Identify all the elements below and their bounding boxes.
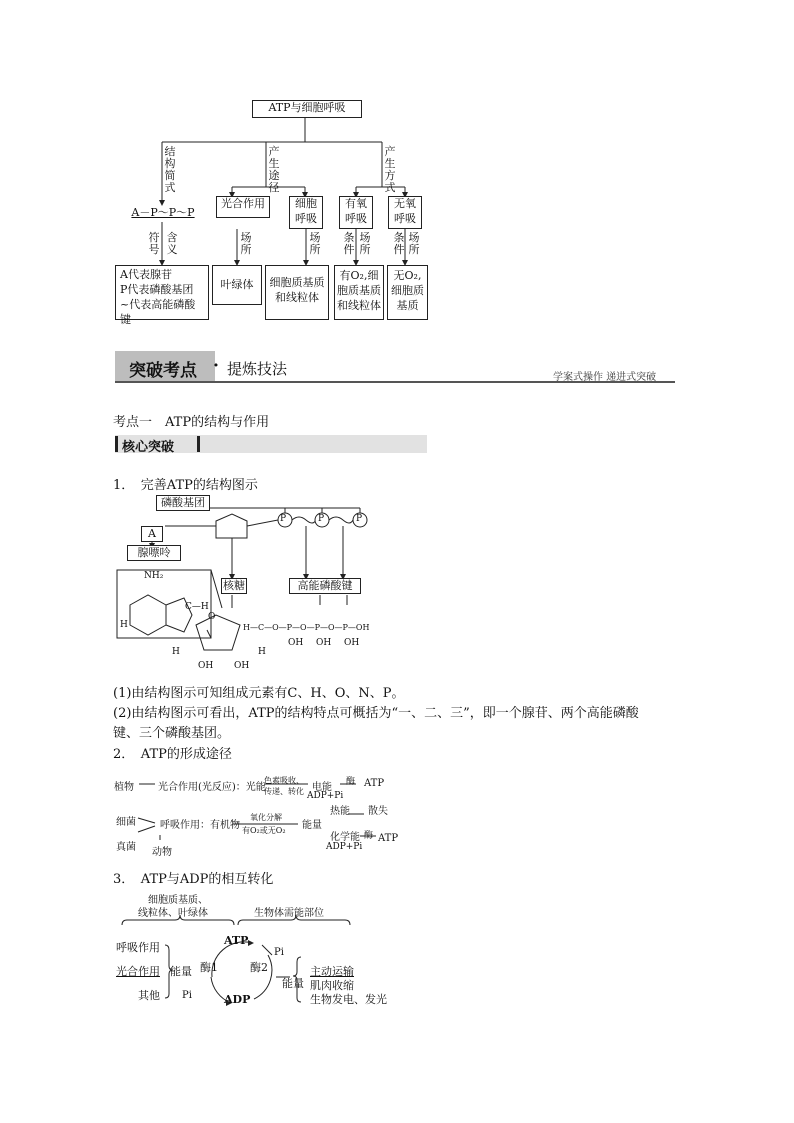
label-condition-anaerobic: 条件 [393, 231, 405, 256]
q3-source-3: 其他 [138, 989, 160, 1002]
mol-h-1: H [172, 647, 180, 657]
q3-use-3: 生物发电、发光 [310, 993, 387, 1006]
q2-adp-1: ADP+Pi [307, 791, 344, 801]
label-place-anaerobic: 场所 [408, 231, 420, 256]
atp-meaning-box [115, 265, 209, 326]
core-bar-right-mark [197, 436, 200, 452]
q3-energy-in: 能量 [170, 965, 192, 978]
concept-root: ATP与细胞呼吸 [252, 100, 362, 118]
q2-heading: 2． ATP的形成途径 [113, 747, 232, 762]
mol-oh-2: OH [234, 661, 250, 671]
q2-adp-2: ADP+Pi [326, 842, 363, 852]
mol-ch: C—H [185, 602, 209, 612]
q2-photo: 光合作用(光反应)：光能 [158, 782, 266, 793]
branch-label-mode: 产生方式 [384, 145, 396, 194]
q2-animal: 动物 [152, 847, 172, 858]
q2-lost: 散失 [368, 806, 388, 817]
mol-oh-4: OH [316, 638, 332, 648]
q2-enzyme-2: 酶 [364, 831, 374, 841]
q3-use-1: 主动运输 [310, 965, 354, 978]
mol-oh-3: OH [288, 638, 304, 648]
label-phosphate-group: 磷酸基团 [156, 495, 210, 511]
q2-chem: 化学能 [330, 832, 360, 843]
q2-enzyme-1: 酶 [346, 777, 356, 787]
q2-oxid-1: 氧化分解 [250, 813, 282, 822]
label-symbol: 符号 [148, 231, 160, 256]
q3-top-left-2: 线粒体、叶绿体 [138, 908, 208, 919]
label-meaning: 含义 [166, 231, 178, 256]
q3-enzyme-1: 酶1 [200, 961, 218, 974]
branch-label-structure: 结构简式 [164, 145, 176, 194]
label-condition-aerobic: 条件 [343, 231, 355, 256]
mol-h-left: H [120, 620, 128, 630]
mode-anaerobic: 无氧呼吸 [388, 196, 422, 229]
mol-nh2: NH₂ [144, 571, 164, 581]
q2-fungi: 真菌 [116, 842, 136, 853]
atp-structure-diagram [0, 490, 794, 680]
label-place-photo: 场所 [240, 231, 252, 256]
q2-energy: 能量 [302, 820, 322, 831]
label-ribose: 核糖 [223, 579, 245, 592]
q3-top-left-1: 细胞质基质、 [148, 895, 208, 906]
q2-pigment-2: 传递、转化 [264, 787, 304, 796]
mode-aerobic: 有氧呼吸 [339, 196, 373, 229]
q3-top-right: 生物体需能部位 [254, 908, 324, 919]
label-place-aerobic: 场所 [359, 231, 371, 256]
section-banner [115, 351, 675, 383]
q3-source-1: 呼吸作用 [116, 941, 160, 954]
label-a: A [141, 526, 163, 542]
kaodian-heading: 考点一 ATP的结构与作用 [113, 415, 270, 430]
result-aerobic: 有O₂,细胞质基质和线粒体 [334, 265, 384, 320]
q3-pi-out: Pi [274, 947, 284, 958]
q3-energy-out: 能量 [282, 977, 304, 990]
q1-heading: 1． 完善ATP的结构图示 [113, 478, 258, 493]
q3-heading: 3． ATP与ADP的相互转化 [113, 872, 274, 887]
q2-atp-2: ATP [378, 833, 399, 844]
q1-text-1: (1)由结构图示可知组成元素有C、H、O、N、P。 [113, 686, 405, 701]
meaning-line-bond: ~代表高能磷酸键 [120, 297, 196, 326]
banner-dot: · [213, 356, 219, 376]
q2-resp: 呼吸作用：有机物 [160, 820, 240, 831]
q1-text-3: 键、三个磷酸基团。 [113, 726, 231, 741]
q3-enzyme-2: 酶2 [250, 961, 268, 974]
core-bar-left-mark [115, 436, 118, 452]
pathway-respiration: 细胞呼吸 [289, 196, 323, 229]
q3-atp: ATP [224, 934, 249, 947]
q2-atp-1: ATP [364, 778, 385, 789]
meaning-line-p: P代表磷酸基团 [120, 282, 194, 296]
result-chloroplast: 叶绿体 [212, 265, 262, 305]
result-anaerobic: 无O₂,细胞质基质 [387, 265, 428, 320]
core-title: 核心突破 [122, 440, 175, 455]
q3-source-2: 光合作用 [116, 965, 160, 978]
q2-heat: 热能 [330, 806, 350, 817]
atp-formula: A－P～P～P [127, 206, 199, 222]
phosphate-1-label: P [280, 514, 287, 524]
q2-pigment-1: 色素吸收、 [264, 776, 304, 785]
q2-bacteria: 细菌 [116, 817, 136, 828]
phosphate-3-label: P [356, 514, 363, 524]
q3-use-2: 肌肉收缩 [310, 979, 354, 992]
mol-chain: H—C—O—P—O—P—O—P—OH [243, 623, 370, 632]
mol-h-2: H [258, 647, 266, 657]
banner-title: 突破考点 [129, 361, 197, 381]
q3-adp: ADP [224, 993, 251, 1006]
result-resp-site: 细胞质基质和线粒体 [265, 265, 329, 320]
q1-text-2: (2)由结构图示可看出，ATP的结构特点可概括为“一、二、三”，即一个腺苷、两个高能磷酸 [113, 706, 639, 721]
mol-oh-5: OH [344, 638, 360, 648]
mol-oh-1: OH [198, 661, 214, 671]
label-place-resp: 场所 [309, 231, 321, 256]
pathway-photosynthesis: 光合作用 [216, 196, 270, 218]
banner-subtitle: 提炼技法 [227, 360, 288, 378]
q2-plant: 植物 [114, 782, 134, 793]
q2-oxid-2: 有O₂或无O₂ [242, 826, 286, 835]
banner-right-text: 学案式操作 递进式突破 [553, 372, 657, 383]
q2-electric: 电能 [312, 782, 332, 793]
meaning-line-a: A代表腺苷 [120, 268, 172, 281]
phosphate-2-label: P [318, 514, 325, 524]
branch-label-pathway: 产生途径 [268, 145, 280, 194]
q3-pi-in: Pi [182, 990, 192, 1001]
label-adenine: 腺嘌呤 [127, 545, 181, 561]
label-high-energy-bond: 高能磷酸键 [289, 578, 361, 594]
mol-o-ring: O [208, 612, 216, 622]
